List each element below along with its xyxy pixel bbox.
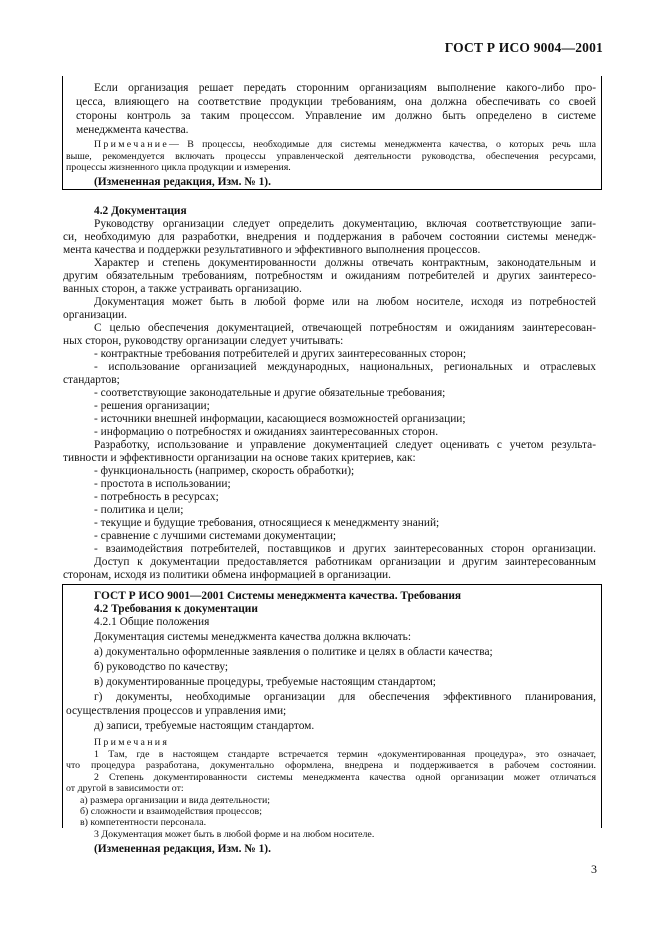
body-line: сторонам, исходя из политики обмена информацией в организации.: [63, 569, 391, 581]
body-line: С целью обеспечения документацией, отвечающей потребностям и ожиданиям заинтересован-: [94, 322, 596, 334]
list-item: - источники внешней информации, касающиеся возможностей организации;: [94, 413, 466, 425]
body-line: другим обязательным требованиям, потребностям и ожиданиям потребителей и других заинтересо-: [63, 270, 596, 282]
section-heading: 4.2 Документация: [94, 205, 187, 217]
list-item: - соответствующие законодательные и другие обязательные требования;: [94, 387, 446, 399]
note-line: что процедура разработана, документально оформлена, внедрена и поддерживается в рабочем состоянии.: [66, 760, 596, 771]
note-line: процессы жизненного цикла продукции и измерения.: [66, 162, 291, 173]
list-item: - взаимодействия потребителей, поставщиков и других заинтересованных сторон организации.: [94, 543, 596, 555]
list-item: - контрактные требования потребителей и других заинтересованных сторон;: [94, 348, 467, 360]
note-line: [94, 139, 596, 150]
note-line: от другой в зависимости от:: [66, 783, 184, 794]
body-line: организации.: [63, 309, 127, 321]
revision-note: (Измененная редакция, Изм. № 1).: [94, 176, 271, 188]
body-line: тивности и эффективности организации на основе таких критериев, как:: [63, 452, 416, 464]
note-line: 3 Документация может быть в любой форме и на любом носителе.: [94, 829, 375, 840]
body-line: ванных сторон, а также устраивать организацию.: [63, 283, 302, 295]
note-line: а) размера организации и вида деятельности;: [80, 795, 270, 806]
list-item: - функциональность (например, скорость обработки);: [94, 465, 355, 477]
page-number: 3: [591, 862, 597, 876]
body-line: си, необходимую для разработки, внедрения и поддержания в рабочем состоянии системы менедж-: [63, 231, 596, 243]
note-line: в) компетентности персонала.: [80, 817, 207, 828]
revision-note: (Измененная редакция, Изм. № 1).: [94, 843, 271, 855]
note-line: 2 Степень документированности системы менеджмента качества одной организации может отличаться: [94, 772, 596, 783]
box-list-item: д) записи, требуемые настоящим стандартом.: [94, 720, 315, 732]
page-header: ГОСТ Р ИСО 9004—2001: [444, 40, 603, 55]
box-intro: Документация системы менеджмента качества должна включать:: [94, 631, 412, 643]
body-line: Доступ к документации предоставляется работникам организации и другим заинтересованным: [94, 556, 596, 568]
paragraph-line: цесса, влияющего на соответствие продукции требованиям, она должна обеспечивать со своей: [76, 96, 596, 108]
box-subheading: 4.2 Требования к документации: [94, 603, 258, 615]
box-list-item: а) документально оформленные заявления о политике и целях в области качества;: [94, 646, 493, 658]
list-item: - политика и цели;: [94, 504, 184, 516]
body-line: Характер и степень документированности должны отвечать контрактным, законодательным и: [94, 257, 596, 269]
notes-label: Примечания: [94, 737, 170, 748]
box-list-item: осуществления процессов и управления ими;: [66, 705, 287, 717]
body-line: Разработку, использование и управление документацией следует оценивать с учетом результа-: [94, 439, 596, 451]
paragraph-line: Если организация решает передать сторонним организациям выполнение какого-либо про-: [94, 82, 596, 94]
box-list-item: г) документы, необходимые организации для обеспечения эффективного планирования,: [94, 691, 596, 703]
note-text: — В процессы, необходимые для системы менеджмента качества, о которых речь шла: [169, 139, 596, 150]
note-line: выше, рекомендуется включать процессы управленческой деятельности руководства, обеспечения ресурсами,: [66, 151, 596, 162]
body-line: Документация может быть в любой форме или на любом носителе, исходя из потребностей: [94, 296, 596, 308]
list-item: - сравнение с лучшими системами документации;: [94, 530, 337, 542]
note-label: Примечание: [94, 139, 170, 150]
body-line: мента качества и поддержки результативного и эффективного выполнения процессов.: [63, 244, 481, 256]
body-line: Руководству организации следует определить документацию, включая соответствующие запи-: [94, 218, 596, 230]
list-item: - текущие и будущие требования, относящиеся к менеджменту знаний;: [94, 517, 440, 529]
list-item: - решения организации;: [94, 400, 210, 412]
list-item: стандартов;: [63, 374, 120, 386]
box-title: ГОСТ Р ИСО 9001—2001 Системы менеджмента качества. Требования: [94, 590, 462, 602]
list-item: - использование организацией международных, национальных, региональных и отраслевых: [94, 361, 596, 373]
body-line: ных сторон, руководству организации следует учитывать:: [63, 335, 344, 347]
list-item: - потребность в ресурсах;: [94, 491, 219, 503]
note-line: б) сложности и взаимодействия процессов;: [80, 806, 262, 817]
list-item: - информацию о потребностях и ожиданиях заинтересованных сторон.: [94, 426, 439, 438]
list-item: - простота в использовании;: [94, 478, 231, 490]
box-list-item: б) руководство по качеству;: [94, 661, 229, 673]
box-list-item: в) документированные процедуры, требуемые настоящим стандартом;: [94, 676, 436, 688]
note-line: 1 Там, где в настоящем стандарте встречается термин «документированная процедура», это означает,: [94, 749, 596, 760]
paragraph-line: менеджмента качества.: [76, 124, 189, 136]
box-general: 4.2.1 Общие положения: [94, 616, 210, 628]
paragraph-line: стороны контроль за таким процессом. Управление им должно быть определено в системе: [76, 110, 596, 122]
